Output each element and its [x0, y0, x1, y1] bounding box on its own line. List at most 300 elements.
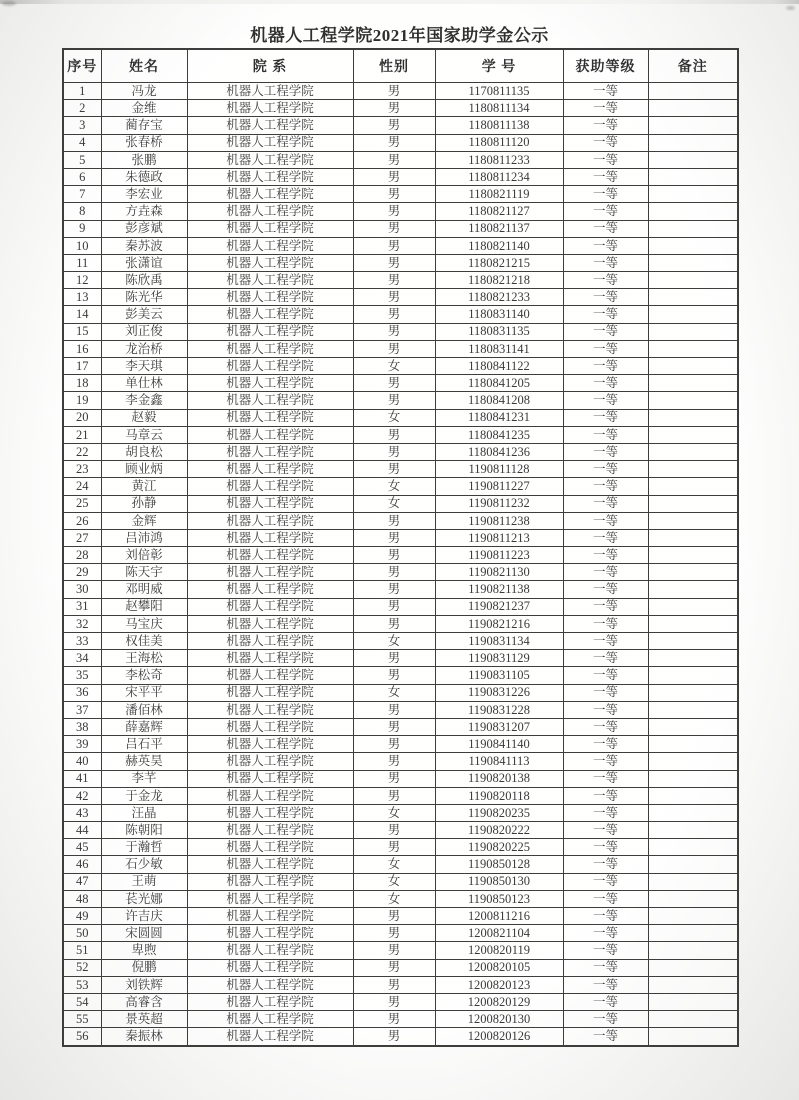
table-cell: 一等 [563, 117, 648, 134]
table-cell: 1180811234 [435, 168, 563, 185]
table-cell: 21 [63, 426, 101, 443]
table-cell [648, 272, 738, 289]
table-cell: 一等 [563, 478, 648, 495]
table-cell: 一等 [563, 908, 648, 925]
table-cell: 机器人工程学院 [187, 151, 353, 168]
table-cell [648, 804, 738, 821]
table-cell: 1190841113 [435, 753, 563, 770]
table-cell: 男 [353, 942, 435, 959]
table-cell: 机器人工程学院 [187, 375, 353, 392]
table-cell [648, 598, 738, 615]
table-cell: 15 [63, 323, 101, 340]
table-cell: 7 [63, 186, 101, 203]
table-cell: 机器人工程学院 [187, 598, 353, 615]
table-cell: 女 [353, 633, 435, 650]
scholarship-table [62, 48, 739, 1047]
table-cell: 机器人工程学院 [187, 564, 353, 581]
table-cell: 10 [63, 237, 101, 254]
table-cell [648, 753, 738, 770]
table-cell: 机器人工程学院 [187, 426, 353, 443]
table-cell: 彭彦斌 [101, 220, 187, 237]
table-cell: 机器人工程学院 [187, 392, 353, 409]
table-cell: 顾业炳 [101, 461, 187, 478]
table-cell: 22 [63, 443, 101, 460]
table-cell: 孙静 [101, 495, 187, 512]
table-cell: 男 [353, 736, 435, 753]
table-cell [648, 100, 738, 117]
table-row [63, 186, 738, 203]
table-cell: 1200820105 [435, 959, 563, 976]
table-cell: 机器人工程学院 [187, 323, 353, 340]
table-cell: 龙治桥 [101, 340, 187, 357]
table-cell: 机器人工程学院 [187, 615, 353, 632]
table-cell: 16 [63, 340, 101, 357]
table-cell [648, 1011, 738, 1028]
table-cell: 潘佰林 [101, 701, 187, 718]
table-cell [648, 856, 738, 873]
table-cell: 1190831134 [435, 633, 563, 650]
table-cell: 1180831141 [435, 340, 563, 357]
table-cell: 男 [353, 1028, 435, 1046]
table-cell: 一等 [563, 684, 648, 701]
table-cell: 机器人工程学院 [187, 83, 353, 100]
table-cell: 机器人工程学院 [187, 925, 353, 942]
table-cell: 机器人工程学院 [187, 478, 353, 495]
table-cell: 一等 [563, 220, 648, 237]
table-cell: 一等 [563, 443, 648, 460]
table-cell: 一等 [563, 615, 648, 632]
table-cell: 8 [63, 203, 101, 220]
table-row [63, 650, 738, 667]
table-cell: 43 [63, 804, 101, 821]
scan-smudge-artifact [786, 6, 795, 10]
table-cell: 一等 [563, 993, 648, 1010]
table-cell: 机器人工程学院 [187, 409, 353, 426]
table-row [63, 564, 738, 581]
table-cell: 一等 [563, 340, 648, 357]
table-row [63, 478, 738, 495]
table-row [63, 822, 738, 839]
table-cell: 男 [353, 254, 435, 271]
table-cell: 53 [63, 976, 101, 993]
table-cell [648, 581, 738, 598]
table-cell: 一等 [563, 375, 648, 392]
table-cell: 吕石平 [101, 736, 187, 753]
table-cell: 赵毅 [101, 409, 187, 426]
table-cell [648, 890, 738, 907]
table-cell: 宋平平 [101, 684, 187, 701]
table-row [63, 615, 738, 632]
table-cell: 19 [63, 392, 101, 409]
table-row [63, 254, 738, 271]
table-cell: 李天琪 [101, 358, 187, 375]
table-cell: 1180811233 [435, 151, 563, 168]
table-cell: 女 [353, 358, 435, 375]
table-cell: 石少敏 [101, 856, 187, 873]
table-cell: 机器人工程学院 [187, 993, 353, 1010]
table-cell: 王萌 [101, 873, 187, 890]
table-cell: 一等 [563, 254, 648, 271]
table-row [63, 392, 738, 409]
table-cell: 一等 [563, 306, 648, 323]
table-cell: 金辉 [101, 512, 187, 529]
table-cell: 一等 [563, 856, 648, 873]
table-cell: 机器人工程学院 [187, 168, 353, 185]
table-cell: 马宝庆 [101, 615, 187, 632]
table-cell: 一等 [563, 186, 648, 203]
table-cell: 男 [353, 117, 435, 134]
table-cell: 1190821138 [435, 581, 563, 598]
table-cell [648, 426, 738, 443]
table-row [63, 925, 738, 942]
table-cell: 机器人工程学院 [187, 873, 353, 890]
table-cell: 男 [353, 289, 435, 306]
table-row [63, 495, 738, 512]
table-cell: 机器人工程学院 [187, 787, 353, 804]
table-cell: 一等 [563, 100, 648, 117]
table-cell: 男 [353, 976, 435, 993]
table-row [63, 890, 738, 907]
table-cell: 38 [63, 718, 101, 735]
table-cell: 机器人工程学院 [187, 340, 353, 357]
table-cell [648, 1028, 738, 1046]
table-cell [648, 925, 738, 942]
scan-edge-artifact [0, 0, 799, 4]
table-row [63, 633, 738, 650]
table-cell: 一等 [563, 272, 648, 289]
table-cell: 苌光娜 [101, 890, 187, 907]
table-cell: 一等 [563, 323, 648, 340]
table-cell: 机器人工程学院 [187, 736, 353, 753]
table-cell: 景英超 [101, 1011, 187, 1028]
table-row [63, 718, 738, 735]
table-cell [648, 615, 738, 632]
table-row [63, 203, 738, 220]
table-cell [648, 340, 738, 357]
table-cell: 机器人工程学院 [187, 839, 353, 856]
table-cell: 机器人工程学院 [187, 959, 353, 976]
table-cell: 冯龙 [101, 83, 187, 100]
table-cell: 1 [63, 83, 101, 100]
table-cell: 机器人工程学院 [187, 822, 353, 839]
header-serial-number: 序号 [63, 49, 101, 83]
table-cell: 男 [353, 323, 435, 340]
table-cell: 一等 [563, 1011, 648, 1028]
table-cell: 刘铁辉 [101, 976, 187, 993]
table-cell: 1170811135 [435, 83, 563, 100]
header-remark: 备注 [648, 49, 738, 83]
table-cell: 女 [353, 890, 435, 907]
table-cell: 55 [63, 1011, 101, 1028]
table-cell: 1180821127 [435, 203, 563, 220]
table-cell: 男 [353, 512, 435, 529]
scan-smudge-artifact [2, 1, 16, 6]
table-cell: 1190821130 [435, 564, 563, 581]
table-row [63, 976, 738, 993]
table-cell: 1190811238 [435, 512, 563, 529]
table-cell: 49 [63, 908, 101, 925]
header-student-id: 学 号 [435, 49, 563, 83]
table-cell: 男 [353, 375, 435, 392]
table-cell [648, 839, 738, 856]
table-cell [648, 976, 738, 993]
table-cell: 31 [63, 598, 101, 615]
table-cell: 1180841205 [435, 375, 563, 392]
table-cell: 陈欣禹 [101, 272, 187, 289]
table-row [63, 667, 738, 684]
table-cell: 39 [63, 736, 101, 753]
table-cell: 一等 [563, 529, 648, 546]
table-cell: 金维 [101, 100, 187, 117]
table-cell: 权佳美 [101, 633, 187, 650]
table-cell [648, 237, 738, 254]
table-cell: 52 [63, 959, 101, 976]
table-cell: 1190850128 [435, 856, 563, 873]
table-cell: 机器人工程学院 [187, 753, 353, 770]
table-row [63, 908, 738, 925]
table-cell: 13 [63, 289, 101, 306]
table-cell: 女 [353, 478, 435, 495]
table-cell: 男 [353, 134, 435, 151]
table-cell: 6 [63, 168, 101, 185]
table-cell [648, 908, 738, 925]
table-cell: 2 [63, 100, 101, 117]
table-cell: 一等 [563, 581, 648, 598]
table-cell: 一等 [563, 736, 648, 753]
table-cell [648, 478, 738, 495]
table-cell [648, 959, 738, 976]
table-cell: 黄江 [101, 478, 187, 495]
table-cell: 女 [353, 495, 435, 512]
table-cell: 马章云 [101, 426, 187, 443]
table-cell: 一等 [563, 925, 648, 942]
table-cell: 一等 [563, 976, 648, 993]
table-cell: 机器人工程学院 [187, 117, 353, 134]
table-cell: 1190811232 [435, 495, 563, 512]
table-cell: 张鹏 [101, 151, 187, 168]
table-cell: 于瀚哲 [101, 839, 187, 856]
table-cell: 1190811227 [435, 478, 563, 495]
table-cell: 男 [353, 822, 435, 839]
table-cell: 机器人工程学院 [187, 547, 353, 564]
table-cell: 一等 [563, 770, 648, 787]
table-cell [648, 684, 738, 701]
table-cell [648, 633, 738, 650]
page-title: 机器人工程学院2021年国家助学金公示 [250, 26, 549, 45]
table-cell: 一等 [563, 426, 648, 443]
table-cell: 一等 [563, 667, 648, 684]
table-cell: 一等 [563, 392, 648, 409]
table-cell: 赵攀阳 [101, 598, 187, 615]
table-cell: 30 [63, 581, 101, 598]
table-cell: 机器人工程学院 [187, 701, 353, 718]
table-cell: 机器人工程学院 [187, 289, 353, 306]
table-cell: 一等 [563, 358, 648, 375]
table-cell: 23 [63, 461, 101, 478]
table-cell: 1180841236 [435, 443, 563, 460]
table-row [63, 1028, 738, 1046]
table-cell [648, 495, 738, 512]
table-cell: 机器人工程学院 [187, 461, 353, 478]
table-cell: 1190820138 [435, 770, 563, 787]
table-cell: 蔺存宝 [101, 117, 187, 134]
table-cell [648, 512, 738, 529]
table-cell: 41 [63, 770, 101, 787]
table-cell: 男 [353, 581, 435, 598]
table-cell: 56 [63, 1028, 101, 1046]
table-cell [648, 134, 738, 151]
table-cell: 机器人工程学院 [187, 529, 353, 546]
table-cell: 1180831135 [435, 323, 563, 340]
table-row [63, 323, 738, 340]
table-cell: 一等 [563, 203, 648, 220]
table-cell: 男 [353, 718, 435, 735]
table-cell: 1200820123 [435, 976, 563, 993]
table-cell: 秦振林 [101, 1028, 187, 1046]
table-cell: 机器人工程学院 [187, 272, 353, 289]
table-cell: 朱德政 [101, 168, 187, 185]
table-cell: 方垚森 [101, 203, 187, 220]
table-cell [648, 650, 738, 667]
table-row [63, 736, 738, 753]
table-cell: 李金鑫 [101, 392, 187, 409]
table-row [63, 134, 738, 151]
table-row [63, 83, 738, 100]
table-cell: 男 [353, 993, 435, 1010]
table-cell: 一等 [563, 839, 648, 856]
table-cell: 机器人工程学院 [187, 976, 353, 993]
table-cell: 男 [353, 461, 435, 478]
table-cell: 一等 [563, 237, 648, 254]
table-cell: 薛嘉辉 [101, 718, 187, 735]
table-row [63, 168, 738, 185]
table-cell: 男 [353, 340, 435, 357]
table-cell: 17 [63, 358, 101, 375]
table-cell [648, 667, 738, 684]
table-cell: 刘倍彰 [101, 547, 187, 564]
table-cell: 机器人工程学院 [187, 650, 353, 667]
table-cell: 陈光华 [101, 289, 187, 306]
table-cell: 机器人工程学院 [187, 512, 353, 529]
table-row [63, 684, 738, 701]
table-cell: 女 [353, 873, 435, 890]
table-row [63, 461, 738, 478]
table-cell: 机器人工程学院 [187, 633, 353, 650]
table-row [63, 375, 738, 392]
table-cell [648, 942, 738, 959]
table-row [63, 340, 738, 357]
table-cell: 女 [353, 856, 435, 873]
table-row [63, 220, 738, 237]
table-cell: 一等 [563, 701, 648, 718]
table-cell: 机器人工程学院 [187, 770, 353, 787]
table-header-row [63, 49, 738, 83]
table-cell: 一等 [563, 1028, 648, 1046]
table-cell: 男 [353, 925, 435, 942]
table-cell: 男 [353, 564, 435, 581]
table-cell: 1190811223 [435, 547, 563, 564]
table-cell: 机器人工程学院 [187, 890, 353, 907]
table-cell [648, 289, 738, 306]
table-cell: 1180821233 [435, 289, 563, 306]
table-cell: 一等 [563, 753, 648, 770]
table-cell: 一等 [563, 804, 648, 821]
table-cell: 一等 [563, 151, 648, 168]
table-cell: 机器人工程学院 [187, 254, 353, 271]
table-cell: 男 [353, 220, 435, 237]
table-cell: 20 [63, 409, 101, 426]
table-cell: 50 [63, 925, 101, 942]
table-cell: 男 [353, 701, 435, 718]
table-cell: 机器人工程学院 [187, 1011, 353, 1028]
table-cell: 51 [63, 942, 101, 959]
table-cell: 一等 [563, 598, 648, 615]
table-cell: 秦苏波 [101, 237, 187, 254]
table-cell: 18 [63, 375, 101, 392]
table-row [63, 804, 738, 821]
table-row [63, 151, 738, 168]
table-cell: 吕沛鸿 [101, 529, 187, 546]
table-cell: 男 [353, 203, 435, 220]
table-row [63, 770, 738, 787]
table-cell [648, 736, 738, 753]
table-cell: 男 [353, 650, 435, 667]
table-cell: 46 [63, 856, 101, 873]
table-cell: 37 [63, 701, 101, 718]
table-cell [648, 409, 738, 426]
table-row [63, 547, 738, 564]
table-cell: 一等 [563, 822, 648, 839]
table-cell: 机器人工程学院 [187, 581, 353, 598]
table-cell [648, 770, 738, 787]
table-cell: 一等 [563, 959, 648, 976]
table-cell: 1190811213 [435, 529, 563, 546]
header-department: 院 系 [187, 49, 353, 83]
table-row [63, 1011, 738, 1028]
table-cell: 36 [63, 684, 101, 701]
table-cell: 1190820118 [435, 787, 563, 804]
table-cell: 高睿含 [101, 993, 187, 1010]
table-cell: 1180811134 [435, 100, 563, 117]
table-cell [648, 323, 738, 340]
table-cell [648, 564, 738, 581]
table-cell: 45 [63, 839, 101, 856]
table-cell: 机器人工程学院 [187, 358, 353, 375]
table-cell: 一等 [563, 134, 648, 151]
table-cell: 1190850123 [435, 890, 563, 907]
table-cell: 男 [353, 615, 435, 632]
table-cell: 机器人工程学院 [187, 684, 353, 701]
table-cell: 刘正俊 [101, 323, 187, 340]
table-cell [648, 392, 738, 409]
table-cell: 47 [63, 873, 101, 890]
table-cell: 1180841122 [435, 358, 563, 375]
table-cell: 汪晶 [101, 804, 187, 821]
table-cell: 机器人工程学院 [187, 856, 353, 873]
table-cell: 24 [63, 478, 101, 495]
table-cell: 机器人工程学院 [187, 203, 353, 220]
table-cell: 机器人工程学院 [187, 1028, 353, 1046]
table-cell: 一等 [563, 168, 648, 185]
table-cell: 1180841235 [435, 426, 563, 443]
table-cell: 11 [63, 254, 101, 271]
table-cell: 35 [63, 667, 101, 684]
header-name: 姓名 [101, 49, 187, 83]
table-cell [648, 117, 738, 134]
table-cell: 机器人工程学院 [187, 667, 353, 684]
table-cell [648, 220, 738, 237]
table-row [63, 598, 738, 615]
